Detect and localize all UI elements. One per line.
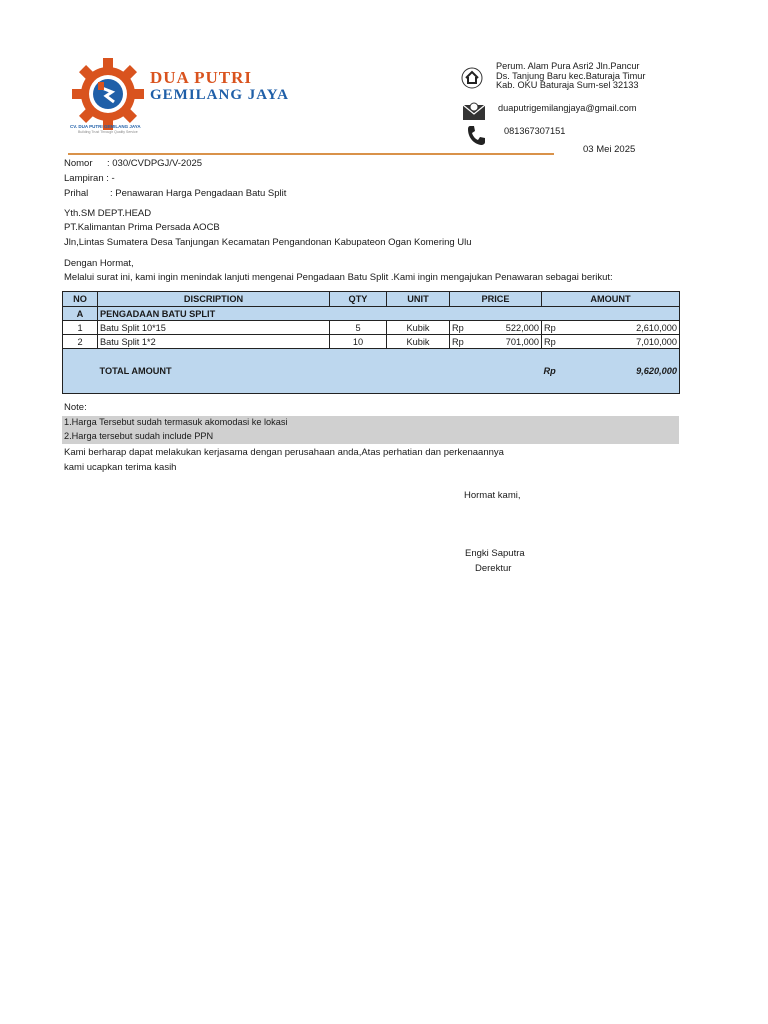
section-code: A (63, 307, 98, 321)
recipient-line3: Jln,Lintas Sumatera Desa Tanjungan Kecamatan Pengandonan Kabupateon Ogan Komering Ulu (64, 237, 472, 248)
header-amount: AMOUNT (542, 292, 680, 307)
row-amount-currency: Rp (542, 321, 560, 335)
header-description: DISCRIPTION (98, 292, 330, 307)
row-amount: 7,010,000 (560, 335, 680, 349)
row-description: Batu Split 10*15 (98, 321, 330, 335)
address-line3: Kab. OKU Baturaja Sum-sel 32133 (496, 80, 639, 90)
quotation-table (62, 291, 680, 394)
nomor-label: Nomor (64, 158, 93, 169)
header-unit: UNIT (387, 292, 450, 307)
row-amount-currency: Rp (542, 335, 560, 349)
note-title: Note: (64, 402, 87, 413)
logo-caption: CV. DUA PUTRI GEMILANG JAYA (70, 124, 141, 129)
total-row (63, 349, 680, 394)
intro-paragraph: Melalui surat ini, kami ingin menindak lanjuti mengenai Pengadaan Batu Split .Kami ingin mengajukan Penawaran sebagai berikut: (64, 272, 613, 283)
address-line1: Perum. Alam Pura Asri2 Jln.Pancur (496, 61, 640, 71)
row-price: 701,000 (468, 335, 542, 349)
total-currency: Rp (542, 349, 560, 394)
gear-logo-icon (68, 58, 150, 130)
company-name-line1: DUA PUTRI (150, 68, 253, 87)
total-amount: 9,620,000 (560, 349, 680, 394)
signer-title: Derektur (475, 563, 512, 574)
recipient-line1: Yth.SM DEPT.HEAD (64, 208, 152, 219)
table-row (63, 321, 680, 335)
nomor-value: : 030/CVDPGJ/V-2025 (107, 158, 203, 169)
table-row (63, 335, 680, 349)
greeting: Dengan Hormat, (64, 258, 134, 269)
table-header-row (63, 292, 680, 307)
closing-line1: Kami berharap dapat melakukan kerjasama dengan perusahaan anda,Atas perhatian dan perkenaannya (64, 447, 504, 458)
section-row (63, 307, 680, 321)
prihal-label: Prihal (64, 188, 89, 199)
header-no: NO (63, 292, 98, 307)
email-text: duaputrigemilangjaya@gmail.com (498, 103, 637, 113)
row-amount: 2,610,000 (560, 321, 680, 335)
address-line2: Ds. Tanjung Baru kec.Baturaja Timur (496, 71, 646, 81)
header-divider (68, 153, 554, 155)
section-title: PENGADAAN BATU SPLIT (98, 307, 680, 321)
prihal-value: : Penawaran Harga Pengadaan Batu Split (110, 188, 287, 199)
signer-name: Engki Saputra (465, 548, 525, 559)
home-icon (461, 67, 483, 87)
phone-icon (466, 124, 488, 144)
lampiran-field: Lampiran : - (64, 173, 115, 184)
total-label: TOTAL AMOUNT (98, 349, 542, 394)
company-logo (68, 58, 318, 138)
closing-line2: kami ucapkan terima kasih (64, 462, 177, 473)
note-item-1: 1.Harga Tersebut sudah termasuk akomodasi ke lokasi (64, 417, 288, 427)
company-name-line2: GEMILANG JAYA (150, 87, 289, 103)
header-price: PRICE (450, 292, 542, 307)
letter-date: 03 Mei 2025 (583, 144, 636, 155)
logo-tagline: Building Trust Through Quality Service (78, 130, 138, 134)
mail-icon (462, 101, 484, 121)
notes-box (62, 416, 679, 444)
row-qty: 5 (330, 321, 387, 335)
row-price-currency: Rp (450, 321, 468, 335)
row-unit: Kubik (387, 321, 450, 335)
row-no: 2 (63, 335, 98, 349)
row-qty: 10 (330, 335, 387, 349)
row-no: 1 (63, 321, 98, 335)
regards-text: Hormat kami, (464, 490, 521, 501)
phone-text: 081367307151 (504, 126, 566, 136)
note-item-2: 2.Harga tersebut sudah include PPN (64, 431, 214, 441)
row-price-currency: Rp (450, 335, 468, 349)
row-price: 522,000 (468, 321, 542, 335)
header-qty: QTY (330, 292, 387, 307)
recipient-line2: PT.Kalimantan Prima Persada AOCB (64, 222, 220, 233)
row-description: Batu Split 1*2 (98, 335, 330, 349)
row-unit: Kubik (387, 335, 450, 349)
